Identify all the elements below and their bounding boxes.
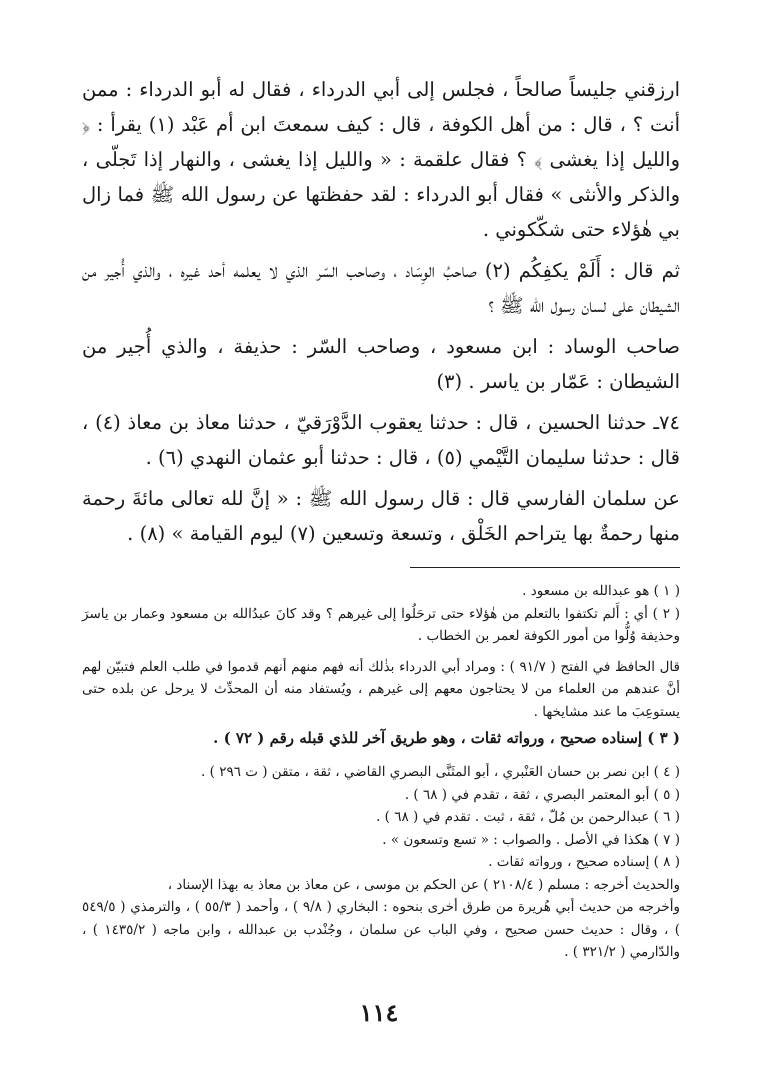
- footnote: ( ٥ ) أبو المعتمر البصري ، ثقة ، تقدم في ( ٦٨ ) .: [404, 786, 680, 803]
- paragraph: عن سلمان الفارسي قال : قال رسول الله ﷺ : « إنَّ لله تعالى مائةَ رحمة منها رحمةٌ بها يتراحم الخَلْق ، وتسعة وتسعين (٧) ليوم القيامة » (٨) .: [82, 487, 680, 545]
- footnote: وأخرجه من حديث أبي هُريرة من طرق أخرى بنحوه : البخاري ( ٩/٨ ) ، وأحمد ( ٥٥/٣ ) ، والترمذي ( ٥٤٩/٥ ) ، وقال : حديث حسن صحيح ، وفي الباب عن سلمان ، وجُنْدب بن عبدالله ، وابن ماجه ( ١٤٣٥/٢ ) ، والدّارمي ( ٣٢١/٢ ) .: [82, 899, 680, 960]
- main-text: [82, 72, 680, 551]
- footnote: ( ٨ ) إسناده صحيح ، ورواته ثقات .: [488, 854, 680, 870]
- footnote-divider: [410, 567, 680, 568]
- page-number: ١١٤: [359, 998, 399, 1027]
- footnotes: [82, 580, 680, 964]
- paragraph: ثم قال : أَلَمْ يكفِكُم (٢) صاحبُ الوِسَاد ، وصاحب السّر الذي لا يعلمه أحد غيره ، والذي أُجير من الشيطان على لسان رسول الله ﷺ ؟: [82, 259, 681, 317]
- paragraph: ٧٤ـ حدثنا الحسين ، قال : حدثنا يعقوب الدَّوْرَقيّ ، حدثنا معاذ بن معاذ (٤) ، قال : حدثنا سليمان التَّيْمي (٥) ، قال : حدثنا أبو عثمان النهدي (٦) .: [82, 411, 680, 469]
- paragraph: ارزقني جليساً صالحاً ، فجلس إلى أبي الدرداء ، فقال له أبو الدرداء : ممن أنت ؟ ، قال : من أهل الكوفة ، قال : كيف سمعتَ ابن أم عَبْد (١) يقرأ : ﴿ والليل إذا يغشى ﴾ ؟ فقال علقمة : « والليل إذا يغشى ، والنهار إذا تَجلّى ، والذكر والأنثى » فقال أبو الدرداء : لقد حفظتها عن رسول الله ﷺ فما زال بي هٰؤلاء حتى شكّكوني .: [82, 78, 681, 241]
- footnote: والحديث أخرجه : مسلم ( ٢١٠٨/٤ ) عن الحكم بن موسى ، عن معاذ بن معاذ به بهذا الإسناد ،: [167, 876, 680, 893]
- footnote: ( ١ ) هو عبدالله بن مسعود .: [522, 583, 680, 599]
- footnote: ( ٢ ) أي : أَلم تكتفوا بالتعلم من هٰؤلاء حتى ترحَلُوا إلى غيرهم ؟ وقد كانَ عبدُالله بن مسعود وعمار بن ياسرَ وحذيفة وُلُّوا من أمور الكوفة لعمر بن الخطاب .: [82, 605, 680, 644]
- paragraph: صاحب الوساد : ابن مسعود ، وصاحب السّر : حذيفة ، والذي أُجير من الشيطان : عَمّار بن ياسر . (٣): [82, 335, 680, 393]
- footnote: ( ٣ ) إسناده صحيح ، ورواته ثقات ، وهو طريق آخر للذي قبله رقم ( ٧٢ ) .: [213, 729, 680, 747]
- footnote: ( ٤ ) ابن نصر بن حسان العَنْبري ، أبو المثَنَّى البصري القاضي ، ثقة ، متقن ( ت ٢٩٦ ) .: [201, 764, 680, 780]
- footnote: قال الحافظ في الفتح ( ٩١/٧ ) : ومراد أبي الدرداء بذٰلك أنه فهم منهم أنهم قدموا في طلب العلم فتبيّن لهم أنَّ عندهم من العلماء من لا يحتاجون معهم إلى غيرهم ، ويُستفاد منه أن المحدِّث لا يرحل عن بلده حتى يستوعِبَ ما عند مشايخها .: [82, 658, 680, 720]
- footnote: ( ٦ ) عبدالرحمن بن مُلّ ، ثقة ، ثبت . تقدم في ( ٦٨ ) .: [376, 809, 680, 825]
- footnote: ( ٧ ) هكذا في الأصل . والصواب : « تسع وتسعون » .: [382, 831, 680, 848]
